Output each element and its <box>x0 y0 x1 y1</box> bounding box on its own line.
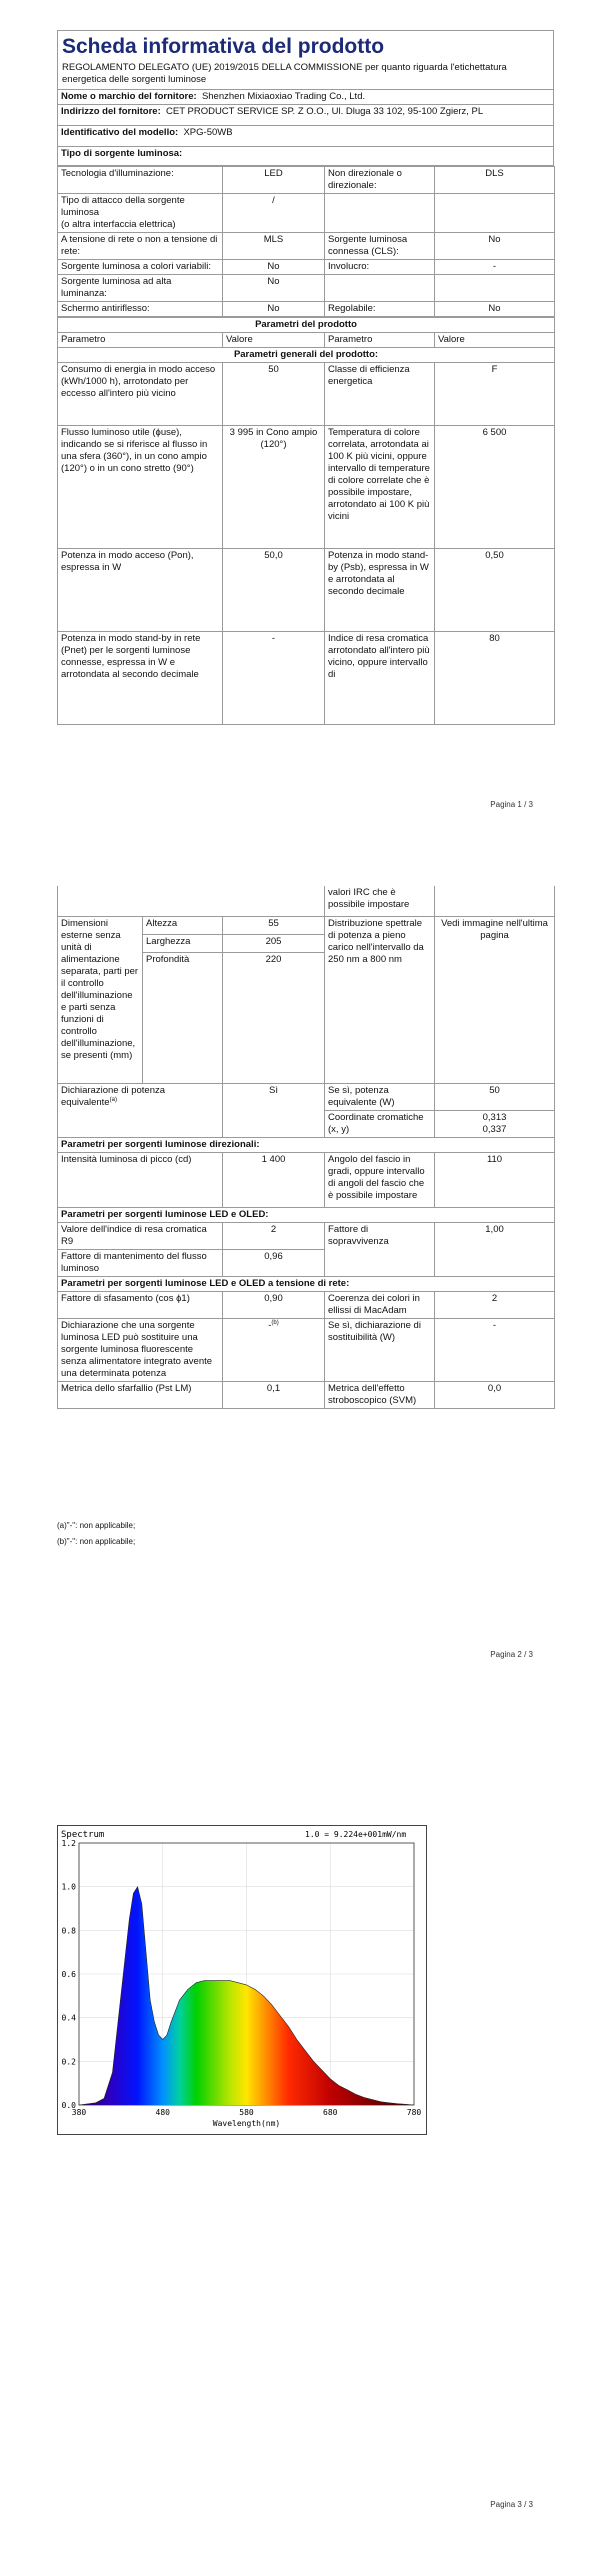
spd-value: Vedi immagine nell'ultima pagina <box>435 917 555 1084</box>
page-2 <box>57 886 603 1409</box>
type-label-5-2: Regolabile: <box>325 302 435 317</box>
x-tick-label: 780 <box>406 2108 422 2117</box>
header-table <box>57 30 554 166</box>
dim-name-depth: Profondità <box>143 953 223 1084</box>
general-value-3-2: 80 <box>435 632 555 725</box>
r9-value: 2 <box>223 1223 325 1250</box>
mains-header: Parametri per sorgenti luminose LED e OLED a tensione di rete: <box>58 1277 555 1292</box>
general-label-0-1: Consumo di energia in modo acceso (kWh/1000 h), arrotondato per eccesso all'intero più vicino <box>58 363 223 426</box>
general-label-2-1: Potenza in modo acceso (Pon), espressa in W <box>58 549 223 632</box>
y-tick-label: 1.0 <box>61 1882 76 1892</box>
beam-angle-label: Angolo del fascio in gradi, oppure intervallo di angoli del fascio che è possibile impostare <box>325 1153 435 1208</box>
type-label-0-2: Non direzionale o direzionale: <box>325 167 435 194</box>
document-title: Scheda informativa del prodotto <box>62 35 385 58</box>
supplier-address: CET PRODUCT SERVICE SP. Z O.O., Ul. Dluga 33 102, 95-100 Zgierz, PL <box>166 106 484 117</box>
type-label-1-2 <box>325 194 435 233</box>
type-label-3-2: Involucro: <box>325 260 435 275</box>
peak-intensity-label: Intensità luminosa di picco (cd) <box>58 1153 223 1208</box>
type-label-2-1: A tensione di rete o non a tensione di rete: <box>58 233 223 260</box>
general-row <box>58 363 555 426</box>
stroboscopic-value: 0,0 <box>435 1382 555 1409</box>
type-value-0-2: DLS <box>435 167 555 194</box>
flicker-label: Metrica dello sfarfallio (Pst LM) <box>58 1382 223 1409</box>
type-value-0-1: LED <box>223 167 325 194</box>
page-1 <box>57 30 603 725</box>
type-value-3-1: No <box>223 260 325 275</box>
model-label: Identificativo del modello: <box>61 127 179 138</box>
equiv-power-value: Sì <box>223 1084 325 1138</box>
general-label-0-2: Classe di efficienza energetica <box>325 363 435 426</box>
general-label-3-1: Potenza in modo stand-by in rete (Pnet) per le sorgenti luminose connesse, espressa in W e arrotondata al secondo decimale <box>58 632 223 725</box>
type-label-1-1: Tipo di attacco della sorgente luminosa (o altra interfaccia elettrica) <box>58 194 223 233</box>
equiv-power-label: Dichiarazione di potenza equivalente$^{(a)}$ <box>58 1084 223 1138</box>
maintenance-label: Fattore di mantenimento del flusso luminoso <box>58 1250 223 1277</box>
general-value-3-1: - <box>223 632 325 725</box>
type-label-4-1: Sorgente luminosa ad alta luminanza: <box>58 275 223 302</box>
supplier-name-label: Nome o marchio del fornitore: <box>61 91 197 102</box>
col-value-2: Valore <box>435 333 555 348</box>
cri-continued: valori IRC che è possibile impostare <box>325 886 435 917</box>
y-tick-label: 0.2 <box>61 2057 76 2067</box>
type-label-2-2: Sorgente luminosa connessa (CLS): <box>325 233 435 260</box>
page-number-1: Pagina 1 / 3 <box>490 800 533 809</box>
type-value-4-1: No <box>223 275 325 302</box>
general-value-1-2: 6 500 <box>435 426 555 549</box>
general-value-2-2: 0,50 <box>435 549 555 632</box>
type-row <box>58 302 555 317</box>
y-tick-label: 0.4 <box>61 2013 76 2023</box>
dim-value-depth: 220 <box>223 953 325 1084</box>
source-type-label: Tipo di sorgente luminosa: <box>58 147 554 166</box>
spectrum-svg <box>57 1825 427 2135</box>
general-value-2-1: 50,0 <box>223 549 325 632</box>
cos-label: Fattore di sfasamento (cos ϕ1) <box>58 1292 223 1319</box>
general-value-0-1: 50 <box>223 363 325 426</box>
supplier-name: Shenzhen Mixiaoxiao Trading Co., Ltd. <box>201 91 366 102</box>
type-value-1-1: / <box>223 194 325 233</box>
replacement-watt-value: - <box>435 1319 555 1382</box>
general-row <box>58 632 555 725</box>
params-table <box>57 317 555 725</box>
page-number-2: Pagina 2 / 3 <box>490 1650 533 1659</box>
type-row <box>58 194 555 233</box>
x-tick-label: 680 <box>323 2108 338 2117</box>
params-section-title: Parametri del prodotto <box>58 318 555 333</box>
dim-name-height: Altezza <box>143 917 223 935</box>
supplier-address-label: Indirizzo del fornitore: <box>61 106 161 117</box>
type-label-4-2 <box>325 275 435 302</box>
y-tick-label: 0.0 <box>61 2101 76 2110</box>
type-row <box>58 233 555 260</box>
type-table <box>57 166 555 317</box>
survival-label: Fattore di sopravvivenza <box>325 1223 435 1277</box>
replacement-label: Dichiarazione che una sorgente luminosa LED può sostituire una sorgente luminosa fluorescente senza alimentatore integrato avente una determinata potenza <box>58 1319 223 1382</box>
general-params-title: Parametri generali del prodotto: <box>58 348 555 363</box>
type-value-1-2 <box>435 194 555 233</box>
cos-value: 0,90 <box>223 1292 325 1319</box>
peak-intensity-value: 1 400 <box>223 1153 325 1208</box>
equiv-watt-label: Se sì, potenza equivalente (W) <box>325 1084 435 1111</box>
stroboscopic-label: Metrica dell'effetto stroboscopico (SVM) <box>325 1382 435 1409</box>
y-tick-label: 1.2 <box>61 1839 76 1848</box>
general-value-0-2: F <box>435 363 555 426</box>
type-row <box>58 167 555 194</box>
r9-label: Valore dell'indice di resa cromatica R9 <box>58 1223 223 1250</box>
type-label-5-1: Schermo antiriflesso: <box>58 302 223 317</box>
dims-label: Dimensioni esterne senza unità di alimentazione separata, parti per il controllo dell'illuminazione e parti senza funzioni di controllo dell'illuminazione, se presenti (mm) <box>58 917 143 1084</box>
directional-header: Parametri per sorgenti luminose direzionali: <box>58 1138 555 1153</box>
x-tick-label: 480 <box>155 2108 170 2117</box>
macadam-label: Coerenza dei colori in ellissi di MacAdam <box>325 1292 435 1319</box>
note-b: (b)"-": non applicabile; <box>57 1537 136 1546</box>
chroma-coord-value: 0,313 0,337 <box>435 1111 555 1138</box>
general-label-1-1: Flusso luminoso utile (ϕuse), indicando se si riferisce al flusso in una sfera (360°), in un cono ampio (120°) o in un cono stretto (90°) <box>58 426 223 549</box>
equiv-watt-value: 50 <box>435 1084 555 1111</box>
x-tick-label: 380 <box>71 2108 87 2117</box>
y-tick-label: 0.8 <box>61 1926 76 1936</box>
general-label-2-2: Potenza in modo stand-by (Psb), espressa in W e arrotondata al secondo decimale <box>325 549 435 632</box>
chroma-coord-label: Coordinate cromatiche (x, y) <box>325 1111 435 1138</box>
type-value-3-2: - <box>435 260 555 275</box>
type-label-3-1: Sorgente luminosa a colori variabili: <box>58 260 223 275</box>
led-header: Parametri per sorgenti luminose LED e OLED: <box>58 1208 555 1223</box>
note-a: (a)"-": non applicabile; <box>57 1521 136 1530</box>
model-value: XPG-50WB <box>183 127 233 138</box>
col-param-1: Parametro <box>58 333 223 348</box>
page-number-3: Pagina 3 / 3 <box>490 2500 533 2509</box>
general-label-3-2: Indice di resa cromatica arrotondato all'intero più vicino, oppure intervallo di <box>325 632 435 725</box>
x-tick-label: 580 <box>239 2108 254 2117</box>
type-value-5-2: No <box>435 302 555 317</box>
dim-value-height: 55 <box>223 917 325 935</box>
type-row <box>58 260 555 275</box>
general-row <box>58 549 555 632</box>
chart-title: Spectrum <box>61 1830 105 1840</box>
survival-value: 1,00 <box>435 1223 555 1277</box>
general-value-1-1: 3 995 in Cono ampio (120°) <box>223 426 325 549</box>
type-value-4-2 <box>435 275 555 302</box>
type-value-2-1: MLS <box>223 233 325 260</box>
dim-name-width: Larghezza <box>143 935 223 953</box>
x-axis-label: Wavelength(nm) <box>212 2119 281 2128</box>
general-label-1-2: Temperatura di colore correlata, arrotondata ai 100 K più vicini, oppure intervallo di temperature di colore correlate che è possibile impostare, arrotondato ai 100 K più vicini <box>325 426 435 549</box>
type-label-0-1: Tecnologia d'illuminazione: <box>58 167 223 194</box>
spectrum-chart <box>57 1825 427 2135</box>
replacement-value: -$^{(b)}$ <box>223 1319 325 1382</box>
type-value-2-2: No <box>435 233 555 260</box>
dim-value-width: 205 <box>223 935 325 953</box>
beam-angle-value: 110 <box>435 1153 555 1208</box>
replacement-watt-label: Se sì, dichiarazione di sostituibilità (W) <box>325 1319 435 1382</box>
type-row <box>58 275 555 302</box>
maintenance-value: 0,96 <box>223 1250 325 1277</box>
spd-label: Distribuzione spettrale di potenza a pieno carico nell'intervallo da 250 nm a 800 nm <box>325 917 435 1084</box>
y-tick-label: 0.6 <box>61 1970 76 1979</box>
flicker-value: 0,1 <box>223 1382 325 1409</box>
regulation-text: REGOLAMENTO DELEGATO (UE) 2019/2015 DELLA COMMISSIONE per quanto riguarda l'etichettatura energetica delle sorgenti luminose <box>62 62 507 85</box>
macadam-value: 2 <box>435 1292 555 1319</box>
params-table-cont <box>57 886 555 1409</box>
col-param-2: Parametro <box>325 333 435 348</box>
type-value-5-1: No <box>223 302 325 317</box>
equiv-note-ref: (a) <box>109 1096 117 1103</box>
general-row <box>58 426 555 549</box>
chart-annotation: 1.0 = 9.224e+001mW/nm <box>305 1830 407 1839</box>
col-value-1: Valore <box>223 333 325 348</box>
